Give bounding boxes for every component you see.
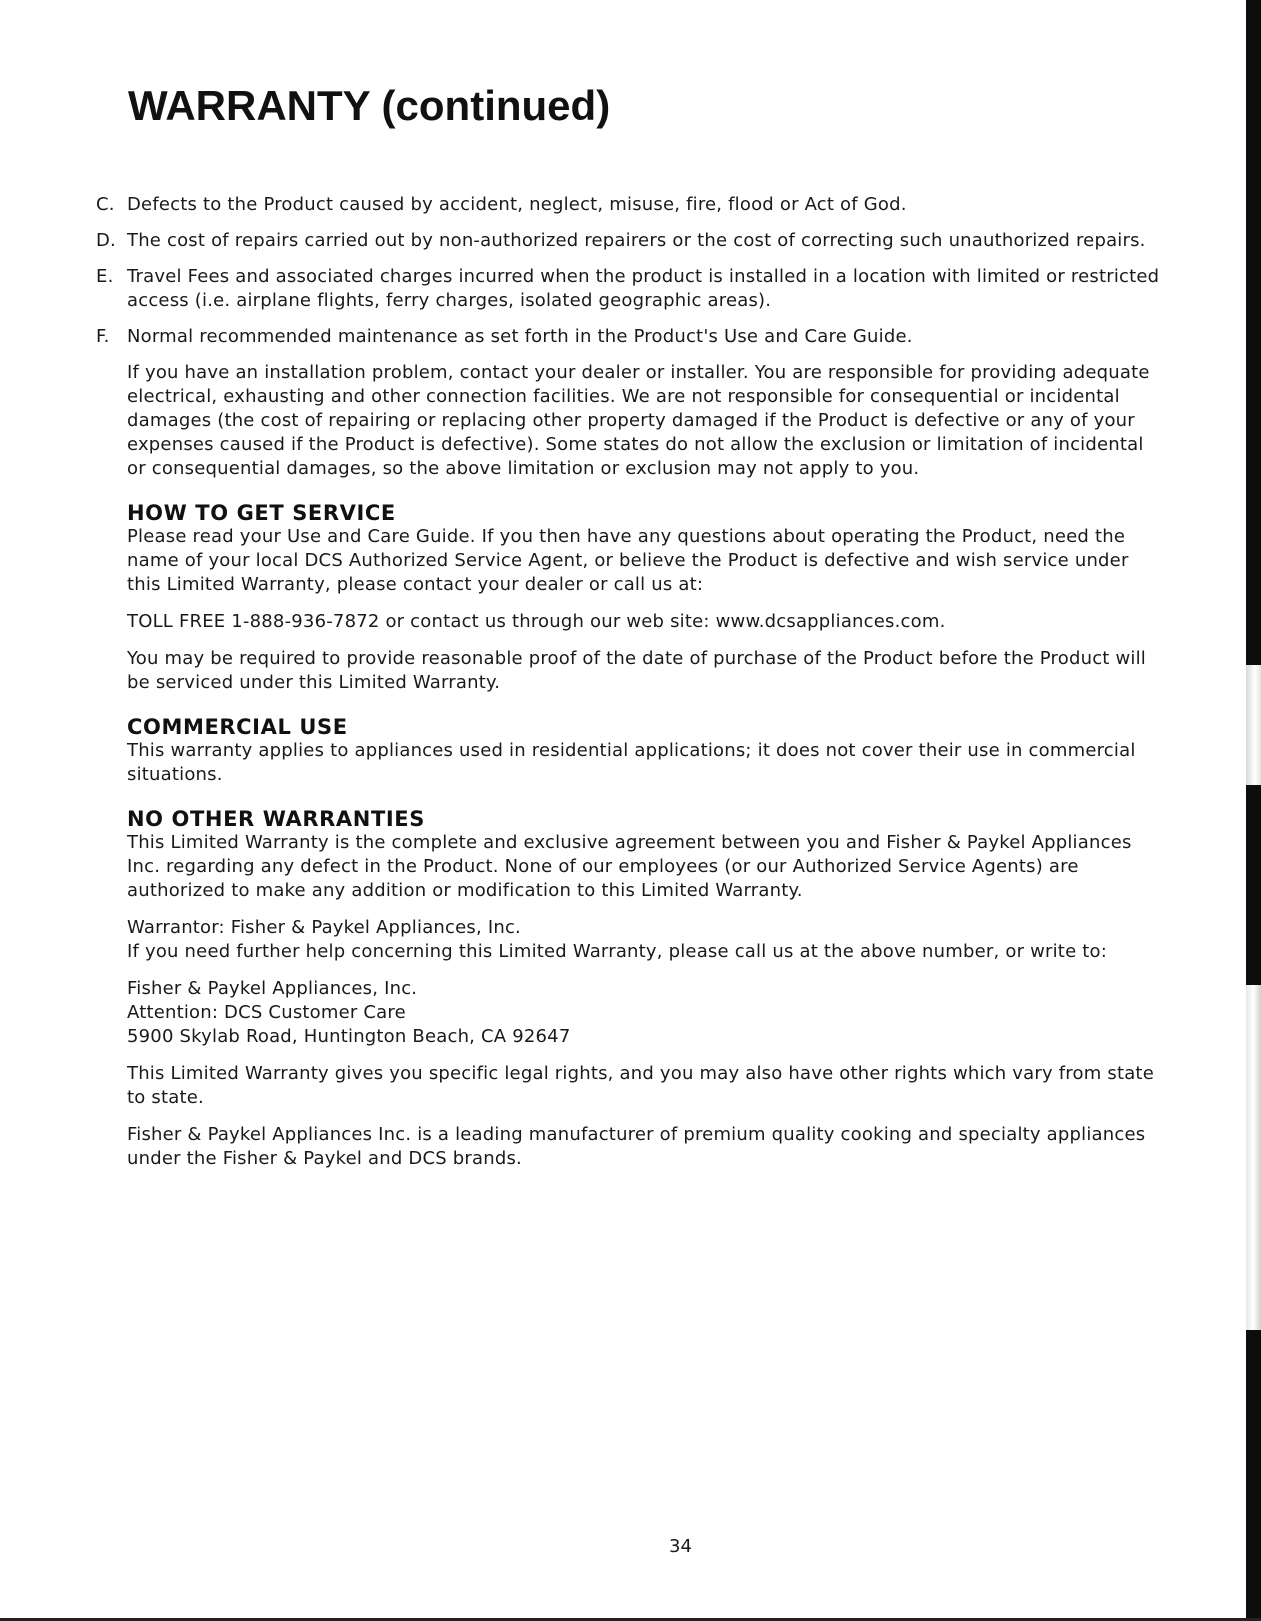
no-other-warranties-text: This Limited Warranty is the complete and exclusive agreement between you and Fisher & Paykel Appliances Inc. regarding any defect in the Product. None of our employees (or our Authorized Service Agents) are authorized to make any addition or modification to this Limited Warranty.	[127, 832, 1132, 901]
list-item-text: Defects to the Product caused by accident, neglect, misuse, fire, flood or Act of God.	[127, 194, 907, 215]
installation-note: If you have an installation problem, contact your dealer or installer. You are responsible for providing adequate electrical, exhausting and other connection facilities. We are not responsible for consequential or incidental damages (the cost of repairing or replacing other property damaged if the Product is defective or any of your expenses caused if the Product is defective). Some states do not allow the exclusion or limitation of incidental or consequential damages, so the above limitation or exclusion may not apply to you.	[127, 362, 1150, 479]
service-contact: TOLL FREE 1-888-936-7872 or contact us through our web site: www.dcsappliances.com.	[127, 611, 946, 632]
proof-of-purchase: You may be required to provide reasonable proof of the date of purchase of the Product before the Product will be serviced under this Limited Warranty.	[127, 648, 1146, 693]
address-line-2: Attention: DCS Customer Care	[127, 1002, 406, 1023]
list-item	[0, 193, 1161, 217]
exclusions-list	[0, 193, 1161, 349]
service-intro: Please read your Use and Care Guide. If you then have any questions about operating the Product, need the name of your local DCS Authorized Service Agent, or believe the Product is defective and wish service under this Limited Warranty, please contact your dealer or call us at:	[127, 526, 1129, 595]
list-item	[0, 325, 1161, 349]
address-line-3: 5900 Skylab Road, Huntington Beach, CA 92647	[127, 1026, 571, 1047]
no-other-warranties-heading: NO OTHER WARRANTIES	[127, 807, 425, 831]
list-marker: D.	[96, 230, 116, 251]
commercial-use-heading: COMMERCIAL USE	[127, 715, 348, 739]
further-help-line: If you need further help concerning this Limited Warranty, please call us at the above number, or write to:	[127, 941, 1107, 962]
list-item	[0, 229, 1161, 253]
scan-edge-gap	[1246, 665, 1261, 785]
warrantor-block	[0, 916, 1161, 964]
commercial-use-text: This warranty applies to appliances used in residential applications; it does not cover their use in commercial situations.	[127, 740, 1136, 785]
page-number: 34	[669, 1536, 692, 1557]
scan-edge-strip	[1246, 0, 1261, 1621]
list-marker: F.	[96, 326, 110, 347]
how-to-get-service-heading: HOW TO GET SERVICE	[127, 501, 396, 525]
page-title: WARRANTY (continued)	[128, 82, 611, 129]
list-marker: E.	[96, 266, 114, 287]
company-info: Fisher & Paykel Appliances Inc. is a leading manufacturer of premium quality cooking and specialty appliances under the Fisher & Paykel and DCS brands.	[127, 1124, 1146, 1169]
scan-edge-gap	[1246, 985, 1261, 1330]
list-item-text: The cost of repairs carried out by non-authorized repairers or the cost of correcting such unauthorized repairs.	[127, 230, 1146, 251]
list-item	[0, 265, 1161, 313]
legal-rights: This Limited Warranty gives you specific legal rights, and you may also have other rights which vary from state to state.	[127, 1063, 1154, 1108]
list-item-text: Travel Fees and associated charges incurred when the product is installed in a location with limited or restricted access (i.e. airplane flights, ferry charges, isolated geographic areas).	[127, 266, 1160, 311]
list-item-text: Normal recommended maintenance as set forth in the Product's Use and Care Guide.	[127, 326, 913, 347]
list-marker: C.	[96, 194, 115, 215]
warrantor-line: Warrantor: Fisher & Paykel Appliances, Inc.	[127, 917, 521, 938]
mailing-address	[0, 977, 1161, 1049]
address-line-1: Fisher & Paykel Appliances, Inc.	[127, 978, 418, 999]
warranty-body	[0, 193, 1161, 1184]
